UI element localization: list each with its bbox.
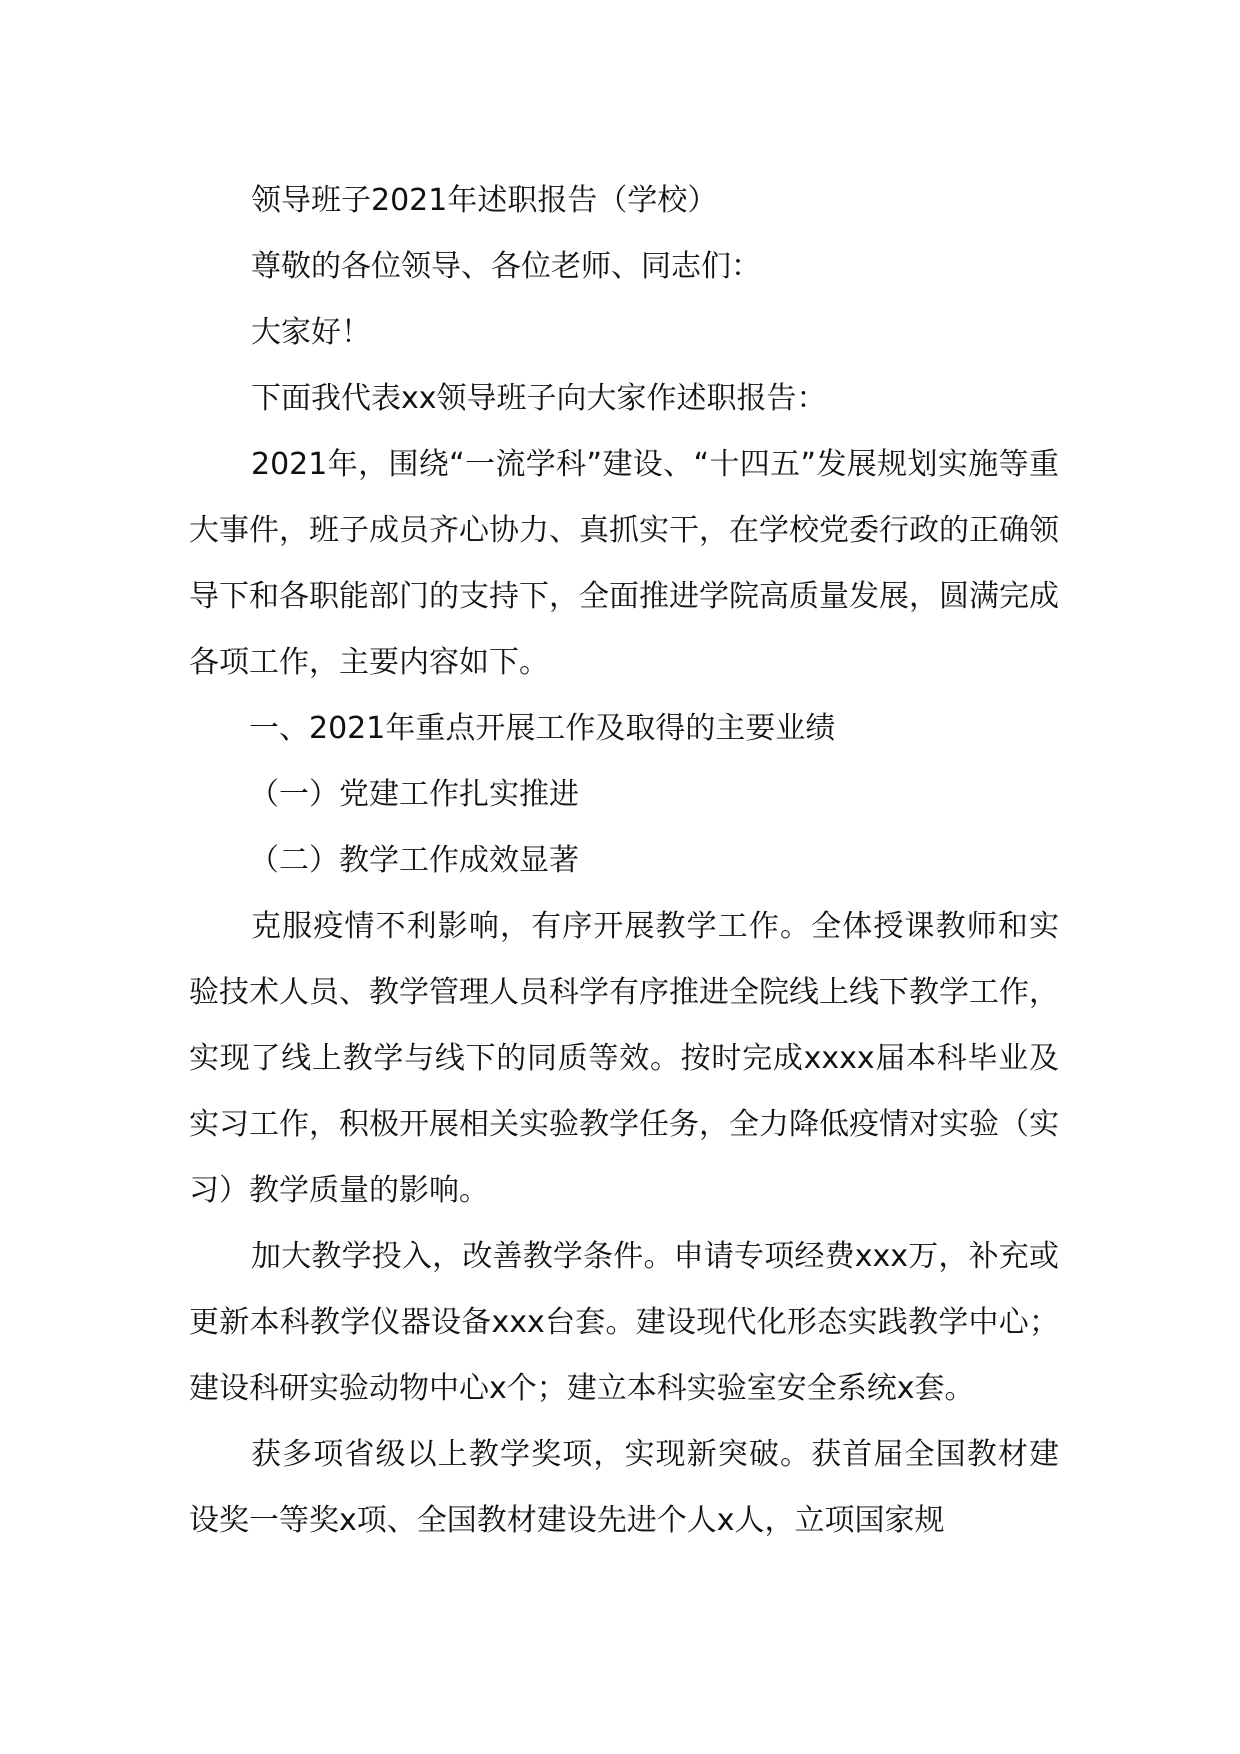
subsection-heading-1: （一）党建工作扎实推进	[249, 777, 579, 812]
salutation: 尊敬的各位领导、各位老师、同志们：	[251, 249, 761, 284]
overview-paragraph: 2021年，围绕“一流学科”建设、“十四五”发展规划实施等重大事件，班子成员齐心协力、真抓实干，在学校党委行政的正确领导下和各职能部门的支持下，全面推进学院高质量发展，圆满完成各项工作，主要内容如下。	[189, 447, 1059, 680]
report-title: 领导班子2021年述职报告（学校）	[251, 183, 718, 218]
teaching-paragraph-2: 加大教学投入，改善教学条件。申请专项经费xxx万，补充或更新本科教学仪器设备xxx台套。建设现代化形态实践教学中心；建设科研实验动物中心x个；建立本科实验室安全系统x套。	[189, 1239, 1059, 1406]
document-body	[189, 168, 1059, 1554]
greeting: 大家好！	[251, 315, 371, 350]
teaching-paragraph-3: 获多项省级以上教学奖项，实现新突破。获首届全国教材建设奖一等奖x项、全国教材建设先进个人x人，立项国家规	[189, 1437, 1059, 1538]
subsection-heading-2: （二）教学工作成效显著	[249, 843, 579, 878]
section-heading-1: 一、2021年重点开展工作及取得的主要业绩	[249, 711, 836, 746]
teaching-paragraph-1: 克服疫情不利影响，有序开展教学工作。全体授课教师和实验技术人员、教学管理人员科学有序推进全院线上线下教学工作，实现了线上教学与线下的同质等效。按时完成xxxx届本科毕业及实习工作，积极开展相关实验教学任务，全力降低疫情对实验（实习）教学质量的影响。	[189, 909, 1059, 1208]
intro-paragraph: 下面我代表xx领导班子向大家作述职报告：	[251, 381, 827, 416]
